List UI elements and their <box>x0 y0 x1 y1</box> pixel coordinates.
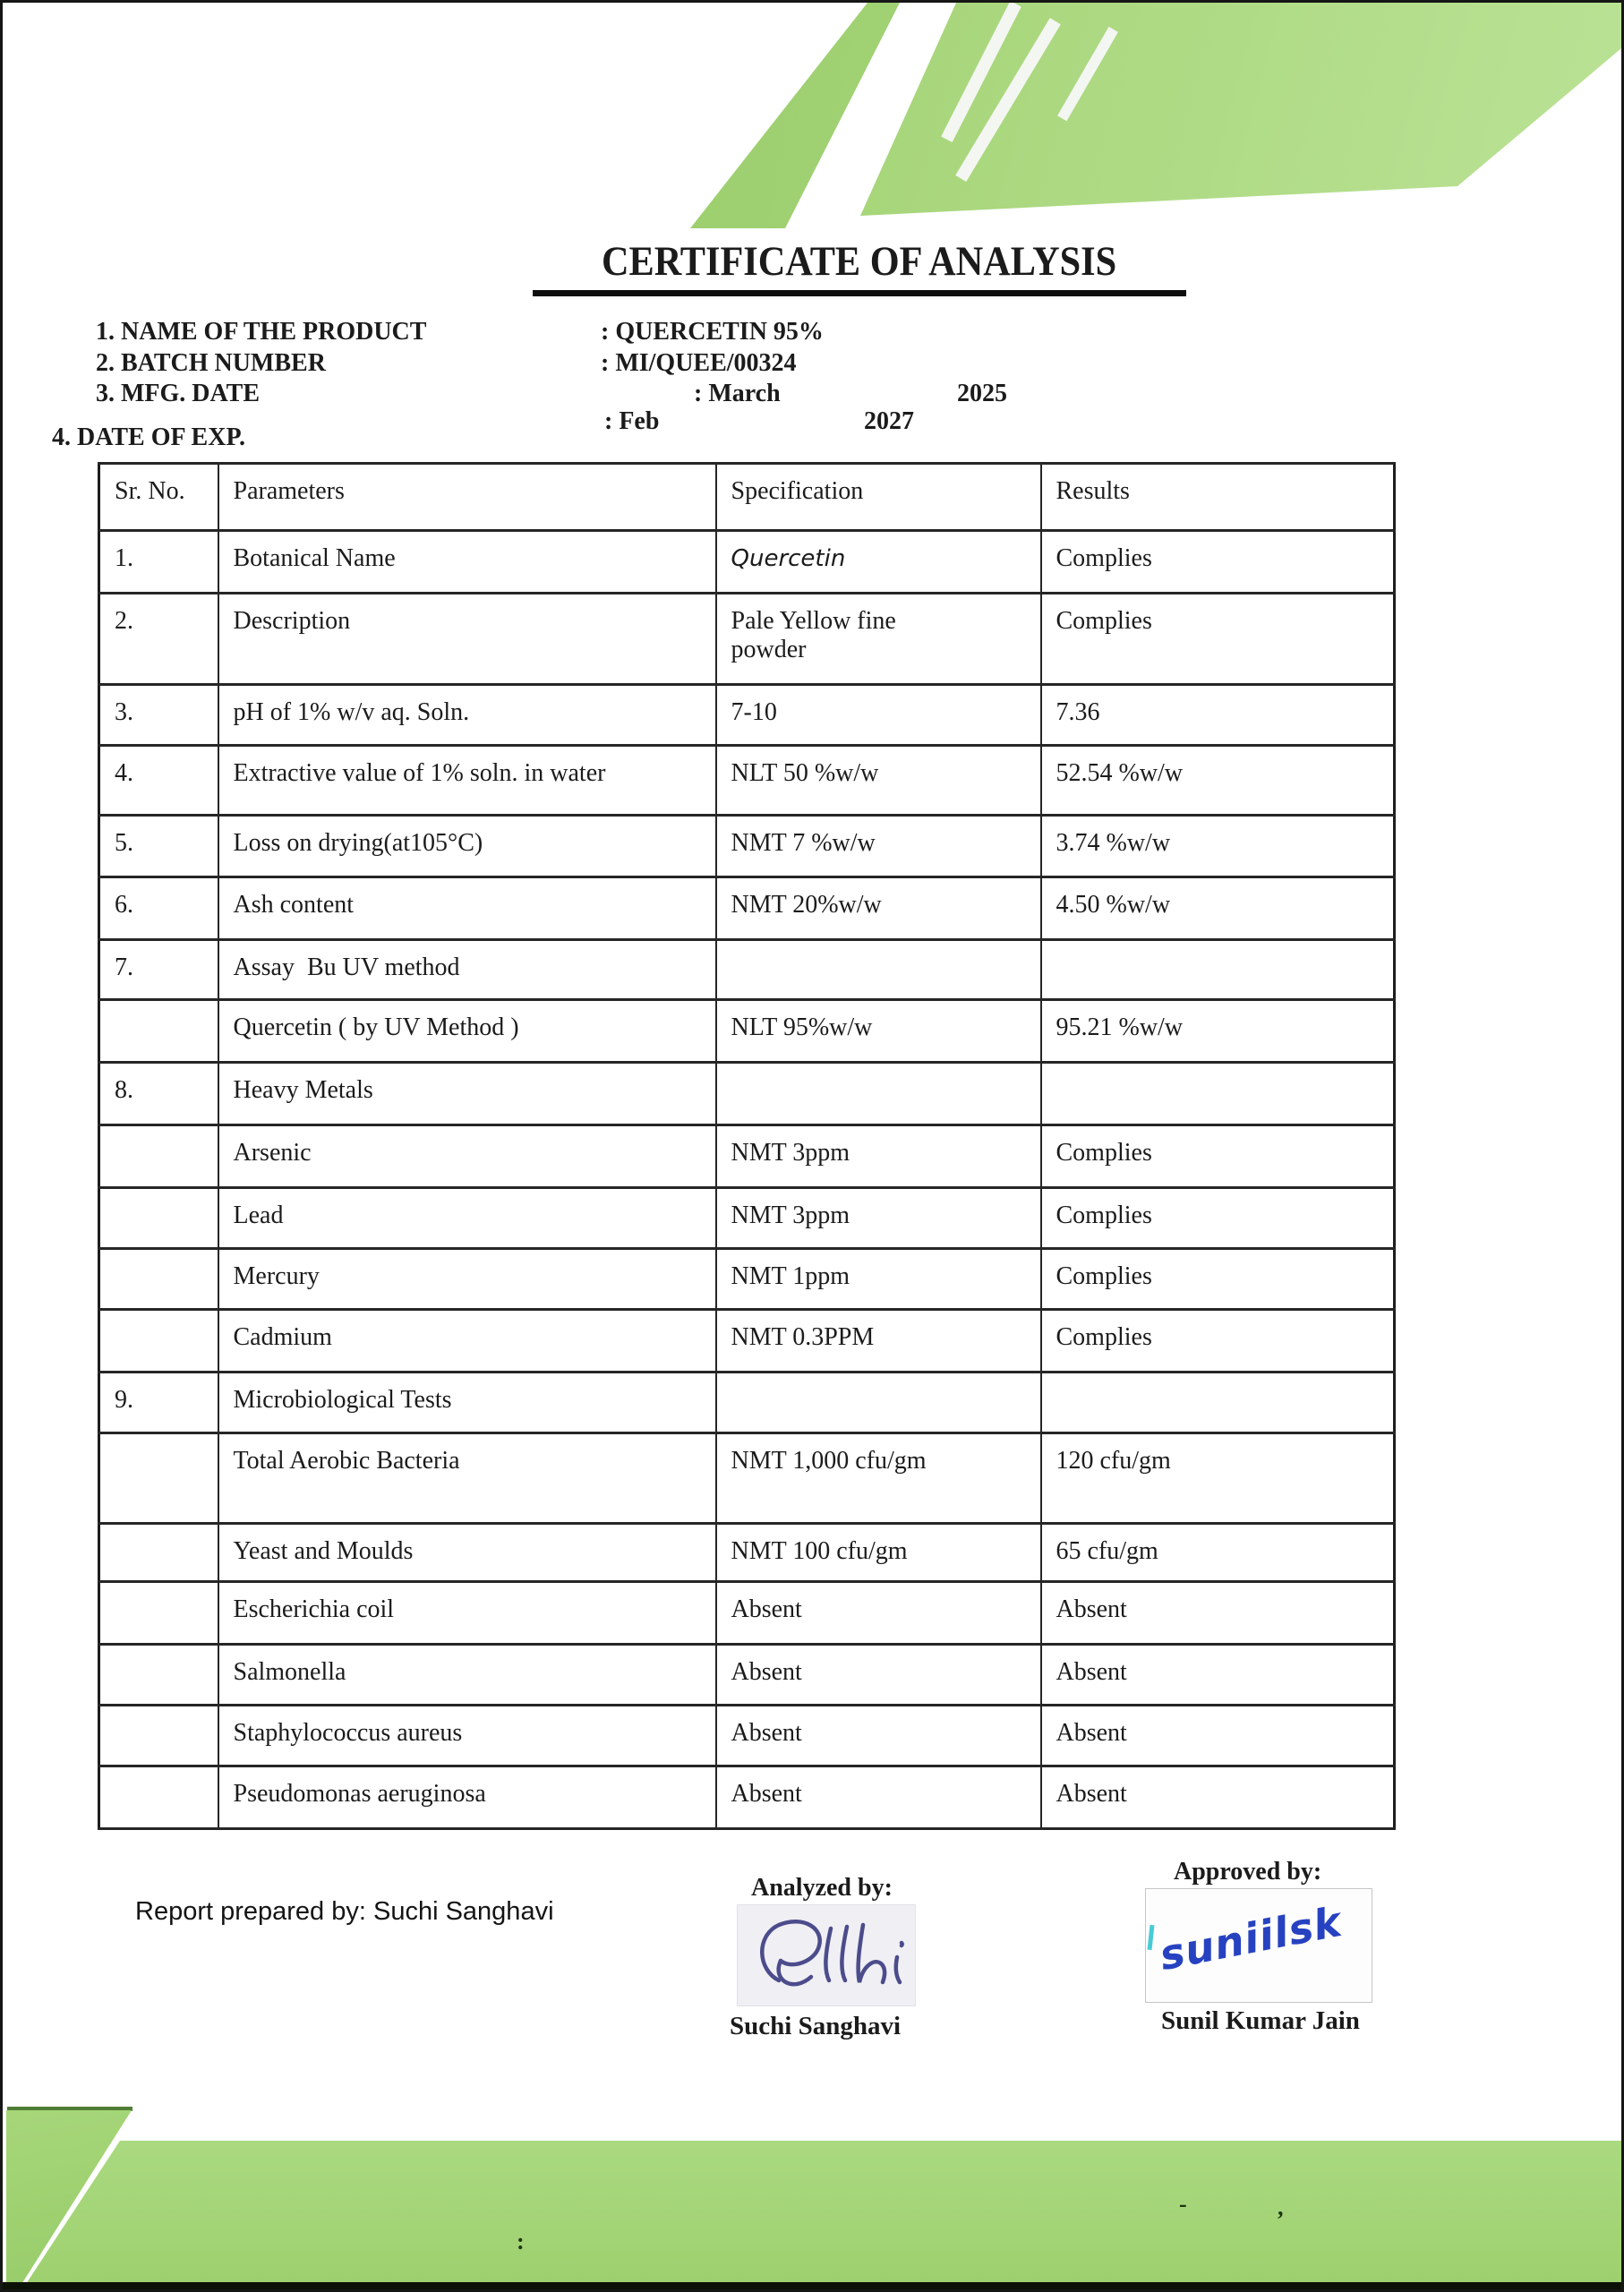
cell-result <box>1041 1766 1395 1829</box>
cell-result <box>1041 816 1395 877</box>
cell-specification <box>716 1645 1041 1706</box>
table-row <box>99 1706 1395 1766</box>
cell-result <box>1041 1188 1395 1249</box>
cell-parameter-text: Ash content <box>233 891 355 919</box>
cell-specification-text: NMT 100 cfu/gm <box>731 1537 908 1565</box>
cell-specification-text: NMT 0.3PPM <box>731 1323 875 1351</box>
batch-number-value: : MI/QUEE/00324 <box>601 349 797 377</box>
cell-sr-no-text: 9. <box>115 1386 133 1414</box>
cell-parameter <box>218 1582 716 1645</box>
scan-artifact-dash: - <box>1179 2191 1187 2217</box>
cell-specification-text: 7-10 <box>731 698 777 726</box>
cell-sr-no <box>99 877 218 940</box>
approved-by-label: Approved by: <box>1174 1858 1322 1886</box>
analyzed-by-name: Suchi Sanghavi <box>730 2012 902 2040</box>
table-row <box>99 1310 1395 1373</box>
cell-parameter-text: Pseudomonas aeruginosa <box>233 1780 486 1808</box>
cell-result <box>1041 1645 1395 1706</box>
cell-specification <box>716 1125 1041 1188</box>
cell-specification-text: Pale Yellow fine powder <box>731 607 896 663</box>
cell-specification-text: Absent <box>731 1658 802 1686</box>
white-slash-decoration <box>941 1 1021 142</box>
cell-specification <box>716 877 1041 940</box>
cell-parameter-text: Quercetin ( by UV Method ) <box>233 1013 519 1041</box>
cell-parameter-text: Salmonella <box>233 1658 346 1686</box>
footer-dark-strip <box>3 2282 1624 2292</box>
analyzed-by-label: Analyzed by: <box>751 1874 893 1902</box>
cell-result-text: 7.36 <box>1056 698 1100 726</box>
cell-parameter <box>218 685 716 746</box>
cell-specification-text: NLT 95%w/w <box>731 1013 873 1041</box>
cell-specification <box>716 1706 1041 1766</box>
cell-sr-no <box>99 531 218 594</box>
cell-parameter <box>218 746 716 816</box>
exp-date-label: 4. DATE OF EXP. <box>52 423 245 451</box>
cell-result-text: 4.50 %w/w <box>1056 891 1171 919</box>
cell-sr-no <box>99 1373 218 1433</box>
approved-signature-text: suniilsk <box>1155 1896 1346 1980</box>
cell-sr-no <box>99 1000 218 1063</box>
cell-specification <box>716 685 1041 746</box>
cell-sr-no <box>99 594 218 685</box>
table-row <box>99 1582 1395 1645</box>
cell-parameter-text: Microbiological Tests <box>233 1386 452 1414</box>
cell-parameter <box>218 1125 716 1188</box>
cell-specification <box>716 1373 1041 1433</box>
scan-artifact-colon: : <box>517 2228 525 2254</box>
footer-green-band <box>3 2141 1624 2284</box>
cell-specification <box>716 1000 1041 1063</box>
cell-parameter-text: Arsenic <box>233 1139 312 1167</box>
table-row <box>99 1766 1395 1829</box>
table-row <box>99 940 1395 1000</box>
cell-parameter <box>218 1000 716 1063</box>
cell-result-text: 120 cfu/gm <box>1056 1447 1171 1475</box>
cell-result-text: 3.74 %w/w <box>1056 829 1171 857</box>
cell-parameter-text: Description <box>233 607 351 635</box>
column-header: Specification <box>716 464 1041 531</box>
cell-sr-no <box>99 1249 218 1310</box>
cell-result <box>1041 1706 1395 1766</box>
table-row <box>99 816 1395 877</box>
table-row <box>99 1125 1395 1188</box>
cell-result <box>1041 531 1395 594</box>
approved-signature-image <box>1145 1888 1372 2003</box>
cell-result <box>1041 1310 1395 1373</box>
cell-sr-no <box>99 940 218 1000</box>
cell-specification <box>716 1766 1041 1829</box>
cell-specification-text: NMT 1,000 cfu/gm <box>731 1447 927 1475</box>
cell-result-text: Complies <box>1056 1139 1152 1167</box>
column-header: Parameters <box>218 464 716 531</box>
cell-sr-no <box>99 1645 218 1706</box>
cell-result <box>1041 1582 1395 1645</box>
cell-parameter-text: Escherichia coil <box>233 1595 395 1623</box>
exp-date-value: : Feb <box>604 407 660 435</box>
cell-specification-text: Absent <box>731 1719 802 1747</box>
cell-parameter <box>218 1645 716 1706</box>
table-row <box>99 1188 1395 1249</box>
cell-result-text: Complies <box>1056 607 1152 635</box>
cell-specification-text: NLT 50 %w/w <box>731 759 879 787</box>
cell-sr-no <box>99 1188 218 1249</box>
cell-parameter <box>218 940 716 1000</box>
cell-parameter <box>218 1063 716 1125</box>
cell-parameter <box>218 1706 716 1766</box>
column-header: Sr. No. <box>99 464 218 531</box>
analyzed-signature-image <box>737 1904 916 2006</box>
table-row <box>99 1000 1395 1063</box>
table-row <box>99 531 1395 594</box>
cell-sr-no-text: 1. <box>115 544 133 572</box>
cell-result <box>1041 1524 1395 1582</box>
cell-sr-no <box>99 1766 218 1829</box>
cell-specification <box>716 1433 1041 1524</box>
cell-specification <box>716 594 1041 685</box>
cell-parameter-text: Cadmium <box>233 1323 332 1351</box>
scan-artifact-comma: , <box>1278 2194 1284 2220</box>
cell-specification <box>716 531 1041 594</box>
cell-parameter-text: Assay Bu UV method <box>233 954 460 981</box>
cell-result <box>1041 594 1395 685</box>
cell-specification <box>716 1249 1041 1310</box>
cell-result <box>1041 1063 1395 1125</box>
table-row <box>99 877 1395 940</box>
cell-result-text: Complies <box>1056 1323 1152 1351</box>
cell-parameter-text: Mercury <box>233 1262 320 1290</box>
cell-sr-no <box>99 1125 218 1188</box>
cell-sr-no <box>99 685 218 746</box>
cell-specification-text: NMT 1ppm <box>731 1262 850 1290</box>
cell-parameter-text: Extractive value of 1% soln. in water <box>233 759 606 787</box>
cell-result <box>1041 877 1395 940</box>
cell-sr-no <box>99 1063 218 1125</box>
cell-result-text: Complies <box>1056 544 1152 572</box>
white-slash-decoration <box>1057 27 1118 122</box>
cell-sr-no-text: 4. <box>115 759 133 787</box>
cell-specification-text: Quercetin <box>731 545 846 572</box>
cell-result-text: Absent <box>1056 1719 1127 1747</box>
cell-specification <box>716 746 1041 816</box>
cell-result-text: 95.21 %w/w <box>1056 1013 1184 1041</box>
cell-parameter-text: Botanical Name <box>233 544 396 572</box>
cell-specification-text: NMT 3ppm <box>731 1202 850 1229</box>
cell-parameter <box>218 1766 716 1829</box>
cell-specification <box>716 940 1041 1000</box>
cell-specification-text: Absent <box>731 1595 802 1623</box>
cell-sr-no <box>99 1706 218 1766</box>
cell-specification-text: NMT 7 %w/w <box>731 829 876 857</box>
cell-parameter <box>218 531 716 594</box>
cell-specification <box>716 1063 1041 1125</box>
cell-parameter <box>218 1310 716 1373</box>
cell-sr-no <box>99 746 218 816</box>
cell-parameter <box>218 1373 716 1433</box>
cell-specification <box>716 1188 1041 1249</box>
page-title: CERTIFICATE OF ANALYSIS <box>533 237 1186 296</box>
cell-sr-no <box>99 1433 218 1524</box>
cell-parameter <box>218 877 716 940</box>
cell-result <box>1041 685 1395 746</box>
table-row <box>99 1249 1395 1310</box>
cell-specification <box>716 1582 1041 1645</box>
cell-parameter-text: Staphylococcus aureus <box>233 1719 463 1747</box>
cell-sr-no-text: 2. <box>115 607 133 635</box>
cell-sr-no-text: 6. <box>115 891 133 919</box>
cell-result-text: Complies <box>1056 1202 1152 1229</box>
report-prepared-by: Report prepared by: Suchi Sanghavi <box>135 1897 554 1926</box>
cell-result-text: 65 cfu/gm <box>1056 1537 1158 1565</box>
table-row <box>99 1645 1395 1706</box>
cell-specification-text: NMT 20%w/w <box>731 891 882 919</box>
mfg-date-label: 3. MFG. DATE <box>96 380 261 407</box>
column-header: Results <box>1041 464 1395 531</box>
cell-specification <box>716 1524 1041 1582</box>
cell-specification-text: NMT 3ppm <box>731 1139 850 1167</box>
cell-result <box>1041 1373 1395 1433</box>
cell-result-text: 52.54 %w/w <box>1056 759 1184 787</box>
cell-result-text: Complies <box>1056 1262 1152 1290</box>
cell-parameter-text: Total Aerobic Bacteria <box>233 1447 460 1475</box>
cell-specification <box>716 816 1041 877</box>
cell-sr-no <box>99 1310 218 1373</box>
product-name-label: 1. NAME OF THE PRODUCT <box>96 318 427 346</box>
cell-result <box>1041 746 1395 816</box>
cell-result <box>1041 1433 1395 1524</box>
cell-result-text: Absent <box>1056 1595 1127 1623</box>
cell-sr-no <box>99 1582 218 1645</box>
cell-sr-no <box>99 816 218 877</box>
cell-parameter-text: pH of 1% w/v aq. Soln. <box>233 698 470 726</box>
cell-parameter-text: Lead <box>233 1202 284 1229</box>
table-row <box>99 594 1395 685</box>
cell-sr-no <box>99 1524 218 1582</box>
cell-result-text: Absent <box>1056 1658 1127 1686</box>
cell-parameter-text: Loss on drying(at105°C) <box>233 829 483 857</box>
cell-result <box>1041 1000 1395 1063</box>
approved-by-name: Sunil Kumar Jain <box>1161 2006 1360 2035</box>
cell-parameter <box>218 594 716 685</box>
cell-specification-text: Absent <box>731 1780 802 1808</box>
cell-parameter-text: Yeast and Moulds <box>233 1537 414 1565</box>
cell-result <box>1041 1249 1395 1310</box>
cell-parameter <box>218 1524 716 1582</box>
cell-result-text: Absent <box>1056 1780 1127 1808</box>
cell-sr-no-text: 7. <box>115 954 133 981</box>
table-header-row <box>99 464 1395 531</box>
cell-result <box>1041 940 1395 1000</box>
cell-specification <box>716 1310 1041 1373</box>
cell-result <box>1041 1125 1395 1188</box>
product-name-value: : QUERCETIN 95% <box>601 318 824 346</box>
table-row <box>99 1373 1395 1433</box>
cell-parameter <box>218 1249 716 1310</box>
cell-parameter <box>218 1188 716 1249</box>
table-row <box>99 746 1395 816</box>
analyzed-signature-scribble <box>738 1905 915 2006</box>
mfg-date-value: : March <box>694 380 781 407</box>
cell-parameter <box>218 816 716 877</box>
signature-artifact-mark <box>1148 1925 1155 1950</box>
table-row <box>99 1433 1395 1524</box>
batch-number-label: 2. BATCH NUMBER <box>96 349 326 377</box>
cell-sr-no-text: 8. <box>115 1076 133 1104</box>
mfg-date-year: 2025 <box>957 380 1007 407</box>
cell-parameter <box>218 1433 716 1524</box>
table-row <box>99 1063 1395 1125</box>
exp-date-year: 2027 <box>864 407 914 435</box>
table-row <box>99 685 1395 746</box>
table-row <box>99 1524 1395 1582</box>
cell-parameter-text: Heavy Metals <box>233 1076 373 1104</box>
analysis-table <box>98 462 1396 1830</box>
cell-sr-no-text: 3. <box>115 698 133 726</box>
cell-sr-no-text: 5. <box>115 829 133 857</box>
